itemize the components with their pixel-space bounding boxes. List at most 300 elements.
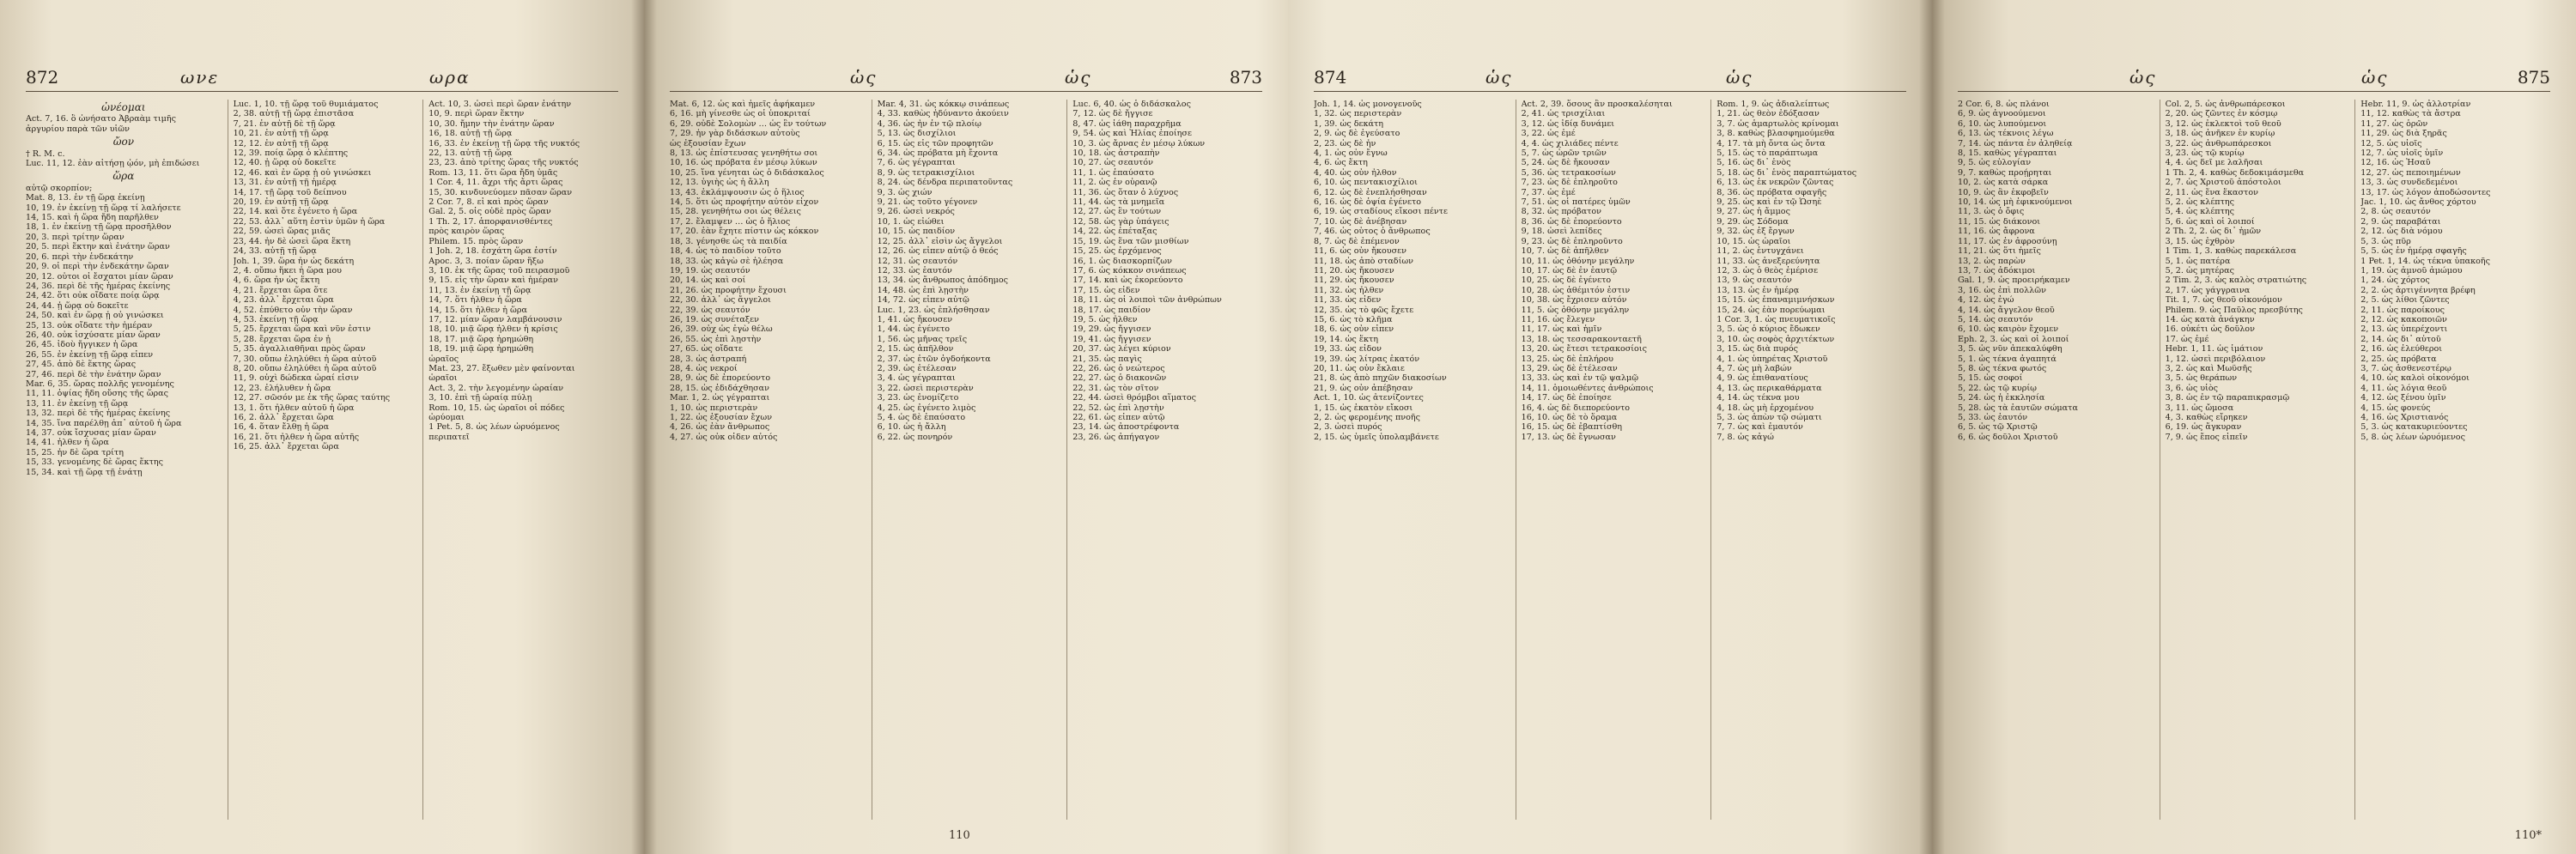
concordance-line: 18, 6. ὡς οὖν εἶπεν bbox=[1314, 324, 1394, 335]
concordance-line: 5, 4. ὡς κλέπτης bbox=[2165, 207, 2235, 217]
concordance-line: 11, 2. ὡς ἐν οὐρανῷ bbox=[1072, 178, 1157, 188]
concordance-line: 4, 16. ὡς Χριστιανός bbox=[2360, 413, 2449, 422]
concordance-line: 5, 28. ἔρχεται ὥρα ἐν ᾗ bbox=[233, 334, 331, 344]
concordance-line: 11, 29. ὡς διὰ ξηρᾶς bbox=[2360, 129, 2447, 139]
concordance-line: 3, 12. ὡς ἰδίᾳ δυνάμει bbox=[1521, 118, 1615, 129]
concordance-line: 3, 15. ὡς διὰ πυρός bbox=[1716, 344, 1799, 354]
concordance-line: 13, 17. ὡς λόγον ἀποδώσοντες bbox=[2360, 187, 2491, 197]
concordance-line: 4, 26. ὡς ἐὰν ἄνθρωπος bbox=[670, 422, 770, 433]
concordance-line: 11, 1. ὡς ἐπαύσατο bbox=[1072, 167, 1154, 178]
concordance-line: 1, 44. ὡς ἐγένετο bbox=[877, 324, 951, 335]
concordance-line: 8, 36. ὡς δὲ ἐπορεύοντο bbox=[1521, 216, 1622, 227]
concordance-line: 17, 2. ἔλαμψεν … ὡς ὁ ἥλιος bbox=[670, 216, 791, 227]
concordance-line: 17, 20. ἐὰν ἔχητε πίστιν ὡς κόκκον bbox=[670, 227, 819, 237]
concordance-line: 24, 50. καὶ ἐν ὥρᾳ ᾗ οὐ γινώσκει bbox=[26, 311, 164, 321]
concordance-line: 3, 6. ὡς υἱὸς bbox=[2165, 383, 2218, 393]
concordance-line: 22, 44. ὡσεὶ θρόμβοι αἵματος bbox=[1072, 393, 1197, 403]
concordance-line: 11, 44. ὡς τὰ μνημεῖα bbox=[1072, 197, 1165, 208]
page-872 bbox=[0, 0, 644, 854]
concordance-line: 6, 9. ὡς ἀγνοούμενοι bbox=[1958, 109, 2046, 119]
running-word-left: ὡς bbox=[2129, 67, 2157, 88]
page-number: 873 bbox=[1229, 67, 1262, 88]
concordance-line: 6, 10. ὡς λυπούμενοι bbox=[1958, 118, 2047, 129]
concordance-line: 14, 48. ὡς ἐπὶ λῃστὴν bbox=[877, 285, 969, 295]
concordance-line: 2, 11. ὡς ἕνα ἕκαστον bbox=[2165, 187, 2258, 197]
concordance-line: 4, 17. τὰ μὴ ὄντα ὡς ὄντα bbox=[1716, 138, 1826, 148]
concordance-line: 4, 27. ὡς οὐκ οἶδεν αὐτός bbox=[670, 432, 778, 442]
concordance-line: 14, 41. ἦλθεν ἡ ὥρα bbox=[26, 438, 109, 448]
concordance-line: 7, 8. ὡς κἀγώ bbox=[1716, 432, 1774, 442]
concordance-line: 14, 15. ὅτι ἦλθεν ἡ ὥρα bbox=[428, 305, 528, 315]
concordance-line: 11, 15. ὡς διάκονοι bbox=[1958, 216, 2041, 227]
concordance-line: 20, 6. περὶ τὴν ἑνδεκάτην bbox=[26, 251, 134, 262]
concordance-line: 6, 19. ὡς ἄγκυραν bbox=[2165, 422, 2242, 433]
concordance-line: 7, 12. ὡς δὲ ἤγγισε bbox=[1072, 109, 1153, 119]
concordance-line: 4, 33. καθὼς ἠδύναντο ἀκούειν bbox=[877, 109, 1009, 119]
concordance-line: 2 Tim. 2, 3. ὡς καλὸς στρατιώτης bbox=[2165, 276, 2307, 286]
concordance-line: 8, 36. ὡς πρόβατα σφαγῆς bbox=[1716, 187, 1827, 197]
concordance-line: 3, 22. ὡς ἐμέ bbox=[1521, 129, 1576, 139]
concordance-line: 24, 42. ὅτι οὐκ οἴδατε ποίᾳ ὥρᾳ bbox=[26, 291, 160, 301]
page-number: 872 bbox=[26, 67, 59, 88]
concordance-line: 5, 22. ὡς τῷ κυρίῳ bbox=[1958, 383, 2037, 393]
concordance-line: 3, 10. ἐπὶ τῇ ὡραίᾳ πύλῃ bbox=[428, 393, 532, 403]
concordance-line: 22, 14. καὶ ὅτε ἐγένετο ἡ ὥρα bbox=[233, 207, 358, 217]
concordance-line: 14, 37. οὐκ ἴσχυσας μίαν ὥραν bbox=[26, 428, 156, 438]
concordance-line: 9, 7. καθὼς προῄρηται bbox=[1958, 167, 2052, 178]
concordance-line: 14. ὡς κατὰ ἀνάγκην bbox=[2165, 314, 2255, 324]
concordance-line: Mat. 6, 12. ὡς καὶ ἡμεῖς ἀφήκαμεν bbox=[670, 100, 816, 109]
concordance-line: 10, 15. ὡς ὡραῖοι bbox=[1716, 236, 1791, 246]
concordance-line: 1, 21. ὡς θεὸν ἐδόξασαν bbox=[1716, 109, 1820, 119]
signature-mark: 110 bbox=[949, 829, 970, 842]
concordance-line: 4, 6. ὡς ἕκτη bbox=[1314, 158, 1368, 168]
concordance-line: 16, 21. ὅτι ἦλθεν ἡ ὥρα αὐτῆς bbox=[233, 432, 360, 442]
concordance-line: 4, 13. ὡς περικαθάρματα bbox=[1716, 383, 1822, 393]
concordance-line: 1, 10. ὡς περιστερὰν bbox=[670, 403, 758, 413]
concordance-line: 3, 7. ὡς ἀσθενεστέρῳ bbox=[2360, 363, 2451, 373]
concordance-line: 5, 28. ὡς τὰ ἑαυτῶν σώματα bbox=[1958, 403, 2078, 413]
concordance-line: 20, 14. ὡς καὶ σοί bbox=[670, 276, 746, 286]
concordance-line: 18, 4. ὡς τὸ παιδίον τοῦτο bbox=[670, 246, 781, 257]
concordance-line: 4, 12. ὡς ἐγώ bbox=[1958, 295, 2014, 306]
page-873 bbox=[644, 0, 1288, 854]
concordance-line: 10, 25. ἵνα γένηται ὡς ὁ διδάσκαλος bbox=[670, 167, 824, 178]
concordance-line: 18, 33. ὡς κἀγὼ σὲ ἠλέησα bbox=[670, 256, 784, 266]
concordance-line: 4, 23. ἀλλ᾿ ἔρχεται ὥρα bbox=[233, 295, 334, 306]
concordance-line: 12, 12. ἐν αὐτῇ τῇ ὥρᾳ bbox=[233, 138, 329, 148]
concordance-line: 13, 9. ὡς σεαυτόν bbox=[1716, 276, 1792, 286]
concordance-line: 4, 14. ὡς ἄγγελον θεοῦ bbox=[1958, 305, 2055, 315]
concordance-line: Tit. 1, 7. ὡς θεοῦ οἰκονόμον bbox=[2165, 295, 2282, 306]
running-word-left: ωνε bbox=[180, 67, 220, 88]
concordance-line: αὐτῷ σκορπίον; bbox=[26, 183, 93, 193]
concordance-line: 18, 10. μιᾷ ὥρᾳ ἦλθεν ἡ κρίσις bbox=[428, 324, 558, 335]
concordance-line: 1 Th. 2, 17. ἀπορφανισθέντες bbox=[428, 216, 553, 227]
concordance-line: 6, 10. ὡς καιρὸν ἔχομεν bbox=[1958, 324, 2059, 335]
concordance-line: 10, 7. ὡς δὲ ἀπῆλθεν bbox=[1521, 246, 1609, 257]
concordance-line: 10, 28. ὡς ἀθέμιτόν ἐστιν bbox=[1521, 285, 1631, 295]
concordance-line: Act. 10, 3. ὡσεὶ περὶ ὥραν ἐνάτην bbox=[428, 100, 572, 109]
concordance-line: 5, 25. ἔρχεται ὥρα καὶ νῦν ἐστιν bbox=[233, 324, 371, 335]
concordance-line: 3, 15. ὡς ἐχθρὸν bbox=[2165, 236, 2235, 246]
concordance-line: 4, 12. ὡς ξένου ὑμῖν bbox=[2360, 393, 2446, 403]
concordance-line: 26, 39. οὐχ ὡς ἐγὼ θέλω bbox=[670, 324, 773, 335]
concordance-line: 6, 29. οὐδὲ Σολομὼν … ὡς ἓν τούτων bbox=[670, 118, 827, 129]
concordance-line: 4, 1. ὡς οὖν ἔγνω bbox=[1314, 148, 1388, 159]
concordance-line: 12, 25. ἀλλ᾿ εἰσὶν ὡς ἄγγελοι bbox=[877, 236, 1003, 246]
concordance-line: 2, 14. ὡς δι᾿ αὐτοῦ bbox=[2360, 334, 2441, 344]
concordance-line: 12, 5. ὡς υἱοῖς bbox=[2360, 138, 2422, 148]
concordance-line: 2, 11. ὡς παροίκους bbox=[2360, 305, 2445, 315]
concordance-line: 11, 20. ὡς ἤκουσεν bbox=[1314, 265, 1394, 276]
concordance-line: 18, 11. ὡς οἱ λοιποὶ τῶν ἀνθρώπων bbox=[1072, 295, 1222, 306]
concordance-line: 17, 14. καὶ ὡς ἐκορεύοντο bbox=[1072, 276, 1183, 286]
concordance-line: περιπατεῖ bbox=[428, 432, 470, 442]
concordance-line: 17, 13. ὡς δὲ ἔγνωσαν bbox=[1521, 432, 1616, 442]
concordance-line: 5, 33. ὡς ἑαυτόν bbox=[1958, 413, 2028, 422]
concordance-line: 5, 4. ὡς δὲ ἐπαύσατο bbox=[877, 413, 966, 422]
text-column-1 bbox=[26, 100, 222, 820]
concordance-line: 5, 1. ὡς πατέρα bbox=[2165, 256, 2231, 266]
concordance-line: 5, 16. ὡς δι᾿ ἑνὸς bbox=[1716, 158, 1791, 168]
concordance-line: 14, 15. καὶ ἡ ὥρα ἤδη παρῆλθεν bbox=[26, 213, 159, 223]
concordance-line: 2, 16. ὡς ἐλεύθεροι bbox=[2360, 344, 2443, 354]
concordance-line: 4, 3. καθὼς εἴρηκεν bbox=[2165, 413, 2248, 422]
concordance-line: 3, 11. ὡς ὤμοσα bbox=[2165, 403, 2234, 413]
concordance-line: Joh. 1, 14. ὡς μονογενοῦς bbox=[1314, 100, 1422, 109]
concordance-line: Eph. 2, 3. ὡς καὶ οἱ λοιποί bbox=[1958, 334, 2069, 344]
concordance-line: 3, 23. ὡς τῷ κυρίῳ bbox=[2165, 148, 2245, 159]
concordance-line: 2, 25. ὡς πρόβατα bbox=[2360, 354, 2437, 364]
concordance-line: 7, 23. ὡς δὲ ἐπληροῦτο bbox=[1521, 178, 1618, 188]
concordance-line: 2, 15. ὡς ὑμεῖς ὑπολαμβάνετε bbox=[1314, 432, 1439, 442]
concordance-line: 4, 52. ἐπύθετο οὖν τὴν ὥραν bbox=[233, 305, 353, 315]
concordance-line: 1, 39. ὡς δεκάτη bbox=[1314, 118, 1384, 129]
concordance-line: 3, 16. ὡς ἐπὶ πολλῶν bbox=[1958, 285, 2046, 295]
concordance-line: 8, 24. ὡς δένδρα περιπατοῦντας bbox=[877, 178, 1013, 188]
concordance-line: 23, 23. ἀπὸ τρίτης ὥρας τῆς νυκτός bbox=[428, 158, 579, 168]
concordance-line: Jac. 1, 10. ὡς ἄνθος χόρτου bbox=[2360, 197, 2476, 208]
concordance-line: 14, 72. ὡς εἶπεν αὐτῷ bbox=[877, 295, 969, 306]
concordance-line: 3, 5. ὡς νῦν ἀπεκαλύφθη bbox=[1958, 344, 2063, 354]
concordance-line: 18, 19. μιᾷ ὥρᾳ ἠρημώθη bbox=[428, 344, 534, 354]
concordance-line: 26, 55. ὡς ἐπὶ λῃστὴν bbox=[670, 334, 762, 344]
concordance-line: 10, 18. ὡς ἀστραπὴν bbox=[1072, 148, 1160, 159]
concordance-line: Act. 7, 16. ὃ ὠνήσατο Ἀβραὰμ τιμῆς bbox=[26, 114, 176, 124]
running-word-left: ὡς bbox=[850, 67, 878, 88]
concordance-line: 5, 18. ὡς δι᾿ ἑνὸς παραπτώματος bbox=[1716, 167, 1857, 178]
concordance-line: 18, 17. ὡς παιδίον bbox=[1072, 305, 1151, 315]
concordance-line: 2, 4. οὔπω ἥκει ἡ ὥρα μου bbox=[233, 265, 342, 276]
concordance-line: 1, 19. ὡς ἀμνοῦ ἀμώμου bbox=[2360, 265, 2463, 276]
signature-mark: 110* bbox=[2514, 829, 2542, 842]
concordance-line: 4, 6. ὥρα ἦν ὡς ἕκτη bbox=[233, 276, 320, 286]
concordance-line: 28, 4. ὡς νεκροί bbox=[670, 363, 738, 373]
page-874 bbox=[1288, 0, 1932, 854]
concordance-line: 5, 14. ὡς σεαυτόν bbox=[1958, 314, 2033, 324]
concordance-line: 10, 2. ὡς κατὰ σάρκα bbox=[1958, 178, 2049, 188]
header-rule bbox=[1958, 91, 2550, 92]
concordance-line: Apoc. 3, 3. ποίαν ὥραν ἥξω bbox=[428, 256, 544, 266]
concordance-line: 11, 12. καθὼς τὰ ἄστρα bbox=[2360, 109, 2461, 119]
concordance-line: Rom. 10, 15. ὡς ὡραῖοι οἱ πόδες bbox=[428, 403, 565, 413]
concordance-line: Act. 3, 2. τὴν λεγομένην ὡραίαν bbox=[428, 383, 564, 393]
concordance-line: 5, 35. ἀγαλλιαθῆναι πρὸς ὥραν bbox=[233, 344, 366, 354]
concordance-line: 9, 54. ὡς καὶ Ἠλίας ἐποίησε bbox=[1072, 129, 1192, 139]
concordance-line: 13, 11. ἐν ἐκείνῃ τῇ ὥρᾳ bbox=[26, 398, 129, 409]
concordance-line: 3, 2. ὡς καὶ Μωϋσῆς bbox=[2165, 363, 2252, 373]
concordance-line: 5, 36. ὡς τετρακοσίων bbox=[1521, 167, 1616, 178]
concordance-line: † R. M. c. bbox=[26, 148, 65, 159]
concordance-line: 4, 10. ὡς καλοὶ οἰκονόμοι bbox=[2360, 373, 2470, 384]
text-column-1 bbox=[1314, 100, 1510, 820]
concordance-line: 21, 26. ὡς προφήτην ἔχουσι bbox=[670, 285, 787, 295]
text-column-3 bbox=[1710, 100, 1906, 820]
concordance-line: 14, 17. ὡς δὲ ἐποίησε bbox=[1521, 393, 1612, 403]
concordance-line: 19, 33. ὡς εἶδον bbox=[1314, 344, 1382, 354]
concordance-line: 4, 1. ὡς ὑπηρέτας Χριστοῦ bbox=[1716, 354, 1828, 364]
concordance-line: Joh. 1, 39. ὥρα ἦν ὡς δεκάτη bbox=[233, 256, 355, 266]
concordance-line: 15, 25. ὡς ἐρχόμενος bbox=[1072, 246, 1162, 257]
concordance-line: 8, 9. ὡς τετρακισχίλιοι bbox=[877, 167, 975, 178]
concordance-line: 1 Pet. 1, 14. ὡς τέκνα ὑπακοῆς bbox=[2360, 256, 2491, 266]
page-number: 874 bbox=[1314, 67, 1347, 88]
text-columns bbox=[1314, 100, 1906, 820]
concordance-line: 1, 24. ὡς χόρτος bbox=[2360, 276, 2430, 286]
concordance-line: 16, 2. ἀλλ᾿ ἔρχεται ὥρα bbox=[233, 413, 334, 422]
concordance-line: 1 Cor. 3, 1. ὡς πνευματικοῖς bbox=[1716, 314, 1836, 324]
concordance-line: 13, 43. ἐκλάμψουσιν ὡς ὁ ἥλιος bbox=[670, 187, 805, 197]
concordance-line: 15, 30. κινδυνεύομεν πᾶσαν ὥραν bbox=[428, 187, 573, 197]
concordance-line: 24, 44. ᾗ ὥρᾳ οὐ δοκεῖτε bbox=[26, 300, 129, 311]
concordance-line: 3, 5. ὡς ὁ κύριος ἔδωκεν bbox=[1716, 324, 1820, 335]
concordance-line: 15, 15. ὡς ἐπαναμιμνήσκων bbox=[1716, 295, 1835, 306]
concordance-line: 2, 8. ὡς σεαυτόν bbox=[2360, 207, 2431, 217]
concordance-line: 3, 8. ὡς ἐν τῷ παραπικρασμῷ bbox=[2165, 393, 2290, 403]
concordance-line: 3, 8. καθὼς βλασφημούμεθα bbox=[1716, 129, 1835, 139]
concordance-line: 20, 11. ὡς οὖν ἔκλαιε bbox=[1314, 363, 1405, 373]
concordance-line: 12, 26. ὡς εἶπεν αὐτῷ ὁ θεός bbox=[877, 246, 999, 257]
concordance-line: 26, 45. ἰδοὺ ἤγγικεν ἡ ὥρα bbox=[26, 340, 138, 350]
concordance-line: 13, 33. ὡς καὶ ἐν τῷ ψαλμῷ bbox=[1521, 373, 1639, 384]
concordance-line: 3, 7. ὡς ἁμαρτωλὸς κρίνομαι bbox=[1716, 118, 1839, 129]
concordance-line: 20, 37. ὡς λέγει κύριον bbox=[1072, 344, 1171, 354]
concordance-line: 22, 30. ἀλλ᾿ ὡς ἄγγελοι bbox=[670, 295, 771, 306]
concordance-line: 4, 9. ὡς ἐπιθανατίους bbox=[1716, 373, 1808, 384]
concordance-line: 12, 27. ὡς ἓν τούτων bbox=[1072, 207, 1162, 217]
concordance-line: 11, 33. ὡς ἀνεξερεύνητα bbox=[1716, 256, 1820, 266]
concordance-line: 1, 32. ὡς περιστερὰν bbox=[1314, 109, 1402, 119]
concordance-line: 2, 37. ὡς ἐτῶν ὀγδοήκοντα bbox=[877, 354, 991, 364]
concordance-line: 22, 31. ὡς τὸν σῖτον bbox=[1072, 383, 1159, 393]
concordance-line: Mar. 1, 2. ὡς γέγραπται bbox=[670, 393, 770, 403]
headword: ὠνέομαι bbox=[101, 101, 146, 113]
concordance-line: 10, 3. ὡς ἄρνας ἐν μέσῳ λύκων bbox=[1072, 138, 1206, 148]
concordance-line: ὡς ἐξουσίαν ἔχων bbox=[670, 138, 746, 148]
text-column-2 bbox=[872, 100, 1061, 820]
concordance-line: 27, 45. ἀπὸ δὲ ἕκτης ὥρας bbox=[26, 360, 137, 370]
concordance-line: 1, 15. ὡς ἑκατὸν εἴκοσι bbox=[1314, 403, 1413, 413]
concordance-line: 5, 24. ὡς ἡ ἐκκλησία bbox=[1958, 393, 2045, 403]
concordance-line: Mar. 4, 31. ὡς κόκκῳ σινάπεως bbox=[877, 100, 1010, 109]
running-word-right: ὡς bbox=[1065, 67, 1092, 88]
page-875 bbox=[1932, 0, 2576, 854]
concordance-line: Luc. 11, 12. ἐὰν αἰτήσῃ ᾠόν, μὴ ἐπιδώσει bbox=[26, 159, 200, 169]
concordance-line: 5, 24. ὡς δὲ ἤκουσαν bbox=[1521, 158, 1610, 168]
concordance-line: 12, 33. ὡς ἑαυτόν bbox=[877, 265, 952, 276]
concordance-line: 3, 10. ὡς σοφὸς ἀρχιτέκτων bbox=[1716, 334, 1835, 344]
concordance-line: 13, 31. ἐν αὐτῇ τῇ ἡμέρᾳ bbox=[233, 178, 337, 188]
concordance-line: 11, 9. οὐχὶ δώδεκα ὧραί εἰσιν bbox=[233, 373, 359, 384]
concordance-line: 11, 33. ὡς εἶδεν bbox=[1314, 295, 1382, 306]
concordance-line: Gal. 2, 5. οἷς οὐδὲ πρὸς ὥραν bbox=[428, 207, 551, 217]
concordance-line: 18, 3. γένησθε ὡς τὰ παιδία bbox=[670, 236, 787, 246]
concordance-line: 13, 32. περὶ δὲ τῆς ἡμέρας ἐκείνης bbox=[26, 409, 171, 419]
headword: ὥρα bbox=[112, 170, 135, 183]
concordance-line: 2 Th. 2, 2. ὡς δι᾿ ἡμῶν bbox=[2165, 227, 2262, 237]
concordance-line: 23, 14. ὡς ἀποστρέφοντα bbox=[1072, 422, 1180, 433]
concordance-line: 20, 19. ἐν αὐτῇ τῇ ὥρᾳ bbox=[233, 197, 329, 208]
concordance-line: 3, 23. ὡς ἐνομίζετο bbox=[877, 393, 959, 403]
concordance-line: 14, 7. ὅτι ἦλθεν ἡ ὥρα bbox=[428, 295, 522, 306]
concordance-line: 4, 40. ὡς οὖν ἦλθον bbox=[1314, 167, 1397, 178]
text-column-3 bbox=[1066, 100, 1262, 820]
concordance-line: 2, 9. ὡς δὲ ἐγεύσατο bbox=[1314, 129, 1400, 139]
concordance-line: 15, 6. ὡς τὸ κλῆμα bbox=[1314, 314, 1393, 324]
concordance-line: 13, 18. ὡς τεσσαρακονταετῆ bbox=[1521, 334, 1642, 344]
concordance-line: 11, 29. ὡς ἤκουσεν bbox=[1314, 276, 1394, 286]
concordance-line: 5, 3. ὡς πῦρ bbox=[2360, 236, 2411, 246]
concordance-line: 12, 7. ὡς υἱοῖς ὑμῖν bbox=[2360, 148, 2444, 159]
concordance-line: 2, 13. ὡς ὑπερέχοντι bbox=[2360, 324, 2448, 335]
concordance-line: 5, 8. ὡς τέκνα φωτός bbox=[1958, 363, 2047, 373]
running-header bbox=[1314, 67, 1906, 89]
running-header bbox=[1958, 67, 2550, 89]
concordance-line: 10, 38. ὡς ἔχρισεν αὐτόν bbox=[1521, 295, 1627, 306]
concordance-line: 10, 30. ἤμην τὴν ἐνάτην ὥραν bbox=[428, 118, 555, 129]
concordance-line: 12, 3. ὡς ὁ θεὸς ἐμέρισε bbox=[1716, 265, 1819, 276]
concordance-line: 10, 25. ὡς δὲ ἐγένετο bbox=[1521, 276, 1612, 286]
concordance-line: 5, 5. ὡς ἐν ἡμέρᾳ σφαγῆς bbox=[2360, 246, 2467, 257]
concordance-line: 10, 27. ὡς σεαυτόν bbox=[1072, 158, 1153, 168]
concordance-line: Mat. 23, 27. ἔξωθεν μὲν φαίνονται bbox=[428, 363, 575, 373]
concordance-line: 16, 4. ὅταν ἔλθῃ ἡ ὥρα bbox=[233, 422, 330, 433]
concordance-line: 19, 39. ὡς λίτρας ἑκατόν bbox=[1314, 354, 1420, 364]
concordance-line: 16, 10. ὡς δὲ τὸ ὅραμα bbox=[1521, 413, 1618, 422]
concordance-line: 11, 17. ὡς καὶ ἡμῖν bbox=[1521, 324, 1602, 335]
concordance-line: 2, 2. ὡς ἀρτιγέννητα βρέφη bbox=[2360, 285, 2476, 295]
concordance-line: 7, 29. ἦν γὰρ διδάσκων αὐτοὺς bbox=[670, 129, 800, 139]
concordance-line: 7, 7. ὡς καὶ ἐμαυτόν bbox=[1716, 422, 1803, 433]
concordance-line: 6, 34. ὡς πρόβατα μὴ ἔχοντα bbox=[877, 148, 999, 159]
concordance-line: 22, 26. ὡς ὁ νεώτερος bbox=[1072, 363, 1165, 373]
concordance-line: 9, 3. ὡς χιών bbox=[877, 187, 933, 197]
concordance-line: 6, 6. ὡς δοῦλοι Χριστοῦ bbox=[1958, 432, 2058, 442]
concordance-line: 10, 15. ὡς παιδίον bbox=[877, 227, 956, 237]
concordance-line: Hebr. 11, 9. ὡς ἀλλοτρίαν bbox=[2360, 100, 2471, 109]
concordance-line: 28, 9. ὡς δὲ ἐπορεύοντο bbox=[670, 373, 771, 384]
concordance-line: 26, 55. ἐν ἐκείνῃ τῇ ὥρᾳ εἶπεν bbox=[26, 349, 154, 360]
concordance-line: 7, 30. οὔπω ἐληλύθει ἡ ὥρα αὐτοῦ bbox=[233, 354, 377, 364]
concordance-line: 1 Th. 2, 4. καθὼς δεδοκιμάσμεθα bbox=[2165, 167, 2305, 178]
concordance-line: 1, 56. ὡς μῆνας τρεῖς bbox=[877, 334, 968, 344]
concordance-line: 16. οὐκέτι ὡς δοῦλον bbox=[2165, 324, 2255, 335]
header-rule bbox=[26, 91, 618, 92]
concordance-line: 16, 33. ἐν ἐκείνῃ τῇ ὥρᾳ τῆς νυκτός bbox=[428, 138, 580, 148]
concordance-line: 12, 27. ὡς πεποιημένων bbox=[2360, 167, 2461, 178]
concordance-line: 4, 14. ὡς τέκνα μου bbox=[1716, 393, 1800, 403]
concordance-line: 7, 6. ὡς γέγραπται bbox=[877, 158, 956, 168]
concordance-line: 4, 36. ὡς ἦν ἐν τῷ πλοίῳ bbox=[877, 118, 981, 129]
concordance-line: 13, 2. ὡς παρὼν bbox=[1958, 256, 2026, 266]
concordance-line: Luc. 6, 40. ὡς ὁ διδάσκαλος bbox=[1072, 100, 1191, 109]
concordance-line: 4, 15. ὡς φονεύς bbox=[2360, 403, 2431, 413]
text-columns bbox=[1958, 100, 2550, 820]
concordance-line: 6, 19. ὡς σταδίους εἴκοσι πέντε bbox=[1314, 207, 1448, 217]
concordance-line: 19, 5. ὡς ἦλθεν bbox=[1072, 314, 1138, 324]
concordance-line: 20, 12. οὗτοι οἱ ἔσχατοι μίαν ὥραν bbox=[26, 271, 173, 282]
concordance-line: 2 Cor. 6, 8. ὡς πλάνοι bbox=[1958, 100, 2050, 109]
concordance-line: ὡραῖος bbox=[428, 354, 459, 364]
concordance-line: Luc. 1, 23. ὡς ἐπλήσθησαν bbox=[877, 305, 990, 315]
concordance-line: 12, 46. καὶ ἐν ὥρᾳ ᾗ οὐ γινώσκει bbox=[233, 167, 372, 178]
concordance-line: Gal. 1, 9. ὡς προειρήκαμεν bbox=[1958, 276, 2070, 286]
concordance-line: 12, 58. ὡς γὰρ ὑπάγεις bbox=[1072, 216, 1170, 227]
concordance-line: 8, 47. ὡς ἰάθη παραχρῆμα bbox=[1072, 118, 1182, 129]
concordance-line: 8, 7. ὡς δὲ ἐπέμενον bbox=[1314, 236, 1400, 246]
concordance-line: 16, 15. ὡς δὲ ἐβαπτίσθη bbox=[1521, 422, 1623, 433]
concordance-line: 5, 6. ὡς καὶ οἱ λοιποί bbox=[2165, 216, 2255, 227]
concordance-line: 2, 7. ὡς Χριστοῦ ἀπόστολοι bbox=[2165, 178, 2281, 188]
concordance-line: 10, 17. ὡς δὲ ἐν ἑαυτῷ bbox=[1521, 265, 1618, 276]
concordance-line: 27, 65. ὡς οἴδατε bbox=[670, 344, 743, 354]
concordance-line: 22, 59. ὡσεὶ ὥρας μιᾶς bbox=[233, 227, 331, 237]
right-spread bbox=[1288, 0, 2576, 854]
concordance-line: 11, 18. ὡς ἀπὸ σταδίων bbox=[1314, 256, 1413, 266]
concordance-line: 3, 10. ἐκ τῆς ὥρας τοῦ πειρασμοῦ bbox=[428, 265, 570, 276]
concordance-line: 11, 27. ὡς ὁρῶν bbox=[2360, 118, 2428, 129]
concordance-line: 5, 3. ὡς κατακυριεύοντες bbox=[2360, 422, 2468, 433]
concordance-line: 11, 36. ὡς ὅταν ὁ λύχνος bbox=[1072, 187, 1179, 197]
concordance-line: 22, 53. ἀλλ᾿ αὕτη ἐστὶν ὑμῶν ἡ ὥρα bbox=[233, 216, 386, 227]
text-column-2 bbox=[228, 100, 417, 820]
concordance-line: 2, 20. ὡς ζῶντες ἐν κόσμῳ bbox=[2165, 109, 2278, 119]
concordance-line: 22, 52. ὡς ἐπὶ λῃστὴν bbox=[1072, 403, 1164, 413]
concordance-line: 3, 18. ὡς ἀνῆκεν ἐν κυρίῳ bbox=[2165, 129, 2275, 139]
concordance-line: 13, 3. ὡς συνδεδεμένοι bbox=[2360, 178, 2458, 188]
concordance-line: 2, 17. ὡς γάγγραινα bbox=[2165, 285, 2251, 295]
concordance-line: 2, 23. ὡς δὲ ἦν bbox=[1314, 138, 1376, 148]
concordance-line: 26, 40. οὐκ ἰσχύσατε μίαν ὥραν bbox=[26, 330, 161, 340]
header-rule bbox=[670, 91, 1262, 92]
concordance-line: 1 Cor. 4, 11. ἄχρι τῆς ἄρτι ὥρας bbox=[428, 178, 563, 188]
concordance-line: Luc. 1, 10. τῇ ὥρᾳ τοῦ θυμιάματος bbox=[233, 100, 379, 109]
concordance-line: 3, 4. ὡς γέγραπται bbox=[877, 373, 956, 384]
concordance-line: πρὸς καιρὸν ὥρας bbox=[428, 227, 505, 237]
concordance-line: 5, 13. ὡς δισχίλιοι bbox=[877, 129, 957, 139]
concordance-line: ὠρύομαι bbox=[428, 413, 465, 422]
concordance-line: 1, 41. ὡς ἤκουσεν bbox=[877, 314, 953, 324]
concordance-line: 6, 16. ὡς δὲ ὀψία ἐγένετο bbox=[1314, 197, 1422, 208]
concordance-line: 5, 2. ὡς κλέπτης bbox=[2165, 197, 2235, 208]
concordance-line: 2 Cor. 7, 8. εἰ καὶ πρὸς ὥραν bbox=[428, 197, 549, 208]
concordance-line: 14, 17. τῇ ὥρᾳ τοῦ δείπνου bbox=[233, 187, 347, 197]
concordance-line: 14, 5. ὅτι ὡς προφήτην αὐτὸν εἶχον bbox=[670, 197, 819, 208]
concordance-line: 22, 27. ὡς ὁ διακονῶν bbox=[1072, 373, 1167, 384]
text-column-1 bbox=[670, 100, 866, 820]
page-number: 875 bbox=[2517, 67, 2550, 88]
